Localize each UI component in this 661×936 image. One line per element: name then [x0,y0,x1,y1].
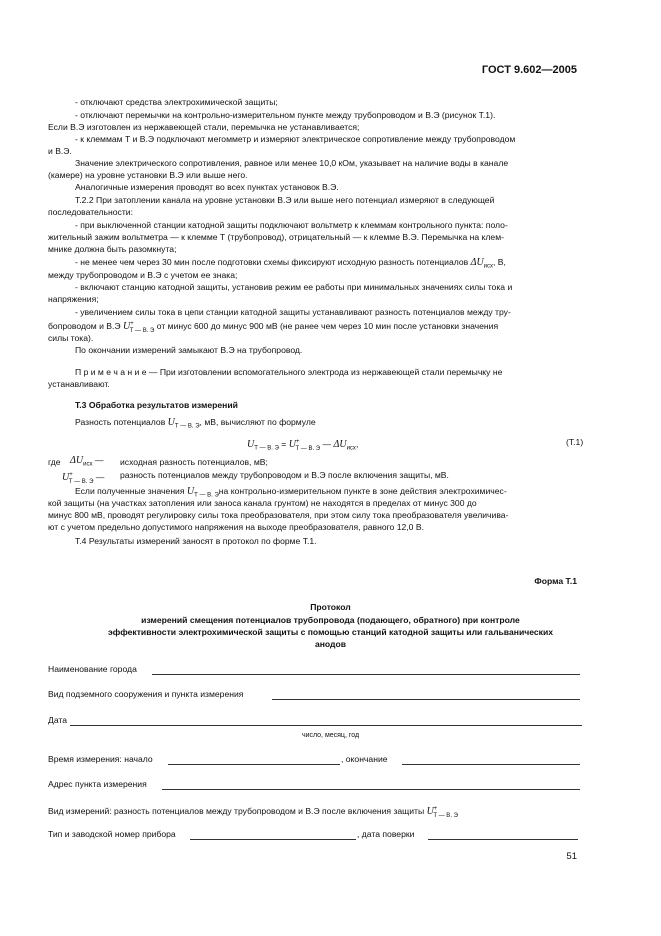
symbol-sub: исх [483,263,494,270]
device-input-line[interactable] [190,839,356,840]
form-title: Протокол [310,602,351,612]
paragraph-line: - отключают перемычки на контрольно-измерительном пункте между трубопроводом и В.Э (рисунок Т.1). [75,110,496,120]
paragraph-line: Разность потенциалов $U_{Т — В. Э}$, мВ, вычисляют по формуле [75,417,316,430]
form-subtitle: анодов [314,639,347,649]
address-input-line[interactable] [162,789,580,790]
paragraph-line: Т.4 Результаты измерений заносят в протокол по форме Т.1. [75,536,317,546]
symbol-delta-u: ΔU [470,257,484,268]
verify-date-input-line[interactable] [428,839,578,840]
paragraph-line: - отключают средства электрохимической защиты; [75,97,278,107]
definition-label: где [48,457,61,467]
note-line: П р и м е ч а н и е — При изготовлении вспомогательного электрода из нержавеющей стали перемычку не [75,367,503,377]
form-field-label: Вид измерений: разность потенциалов между трубопроводом и В.Э после включения защиты $U^+_{Т — В. Э}$ [48,805,458,819]
page-number: 51 [566,851,577,862]
paragraph-line: - включают станцию катодной защиты, установив режим ее работы при минимальных значениях силы тока и [75,282,513,292]
formula: $U_{Т — В. Э} = U^+_{Т — В. Э}$ — $\Delta U_{исх}$, [247,438,359,452]
paragraph-line: Если полученные значения $U_{Т — В. Э}на$ контрольно-измерительном пункте в зоне действия электрохимичес- [75,486,507,499]
paragraph-line: жительный зажим вольтметра — к клемме Т (трубопровод), отрицательный — к клемме В.Э. Перемычка на клем- [48,232,504,242]
paragraph-line: - не менее чем через 30 мин после подготовки схемы фиксируют исходную разность потенциалов $\Delta U_{исх}$, В, [75,257,506,270]
definition-text: исходная разность потенциалов, мВ; [120,457,268,467]
paragraph-line: Аналогичные измерения проводят во всех пунктах установок В.Э. [75,182,339,192]
paragraph-line: ют с учетом предельно допустимого напряжения на выходе преобразователя, равного 12,0 В. [48,522,424,532]
paragraph-line: кой защиты (на участках затопления или заноса канала грунтом) не находятся в пределах от минус 300 до [48,498,477,508]
form-subtitle: измерений смещения потенциалов трубопровода (подающего, обратного) при контроле [141,615,520,625]
paragraph-line: напряжения; [48,294,99,304]
definition-symbol: $\Delta U_{исх}$ — [70,455,104,468]
paragraph-line: (камере) на уровне установки В.Э или выше него. [48,170,248,180]
form-field-label: Тип и заводской номер прибора [48,829,176,839]
form-field-label: , дата поверки [357,829,415,839]
formula-number: (Т.1) [566,437,584,447]
form-field-label: , окончание [341,754,388,764]
form-field-label: Вид подземного сооружения и пункта измерения [48,689,244,699]
paragraph-line: - к клеммам Т и В.Э подключают мегомметр и измеряют электрическое сопротивление между трубопроводом [75,134,516,144]
definition-symbol: $U^+_{Т — В. Э}$ — [62,471,105,485]
paragraph-line: - увеличением силы тока в цепи станции катодной защиты устанавливают разность потенциалов между тру- [75,307,511,317]
structure-input-line[interactable] [272,699,580,700]
paragraph-line: между трубопроводом и В.Э с учетом ее знака; [48,270,238,280]
form-label: Форма Т.1 [534,576,577,586]
time-start-input-line[interactable] [168,764,340,765]
paragraph-line: бопроводом и В.Э $U^+_{Т — В. Э}$ от минус 600 до минус 900 мВ (не ранее чем через 10 мин после установки значения [48,320,499,334]
city-input-line[interactable] [152,674,580,675]
form-subtitle: эффективности электрохимической защиты с помощью станций катодной защиты или гальванических [107,627,554,637]
paragraph-line: последовательности: [48,207,133,217]
form-field-label: Адрес пункта измерения [48,779,147,789]
paragraph-line: минус 800 мВ, проводят регулировку силы тока преобразователя, при этом силу тока преобразователя увеличива- [48,510,509,520]
time-end-input-line[interactable] [402,764,580,765]
paragraph-line: - при выключенной станции катодной защиты подключают вольтметр к клеммам контрольного пункта: поло- [75,220,508,230]
definition-text: разность потенциалов между трубопроводом и В.Э после включения защиты, мВ. [120,470,449,480]
section-heading: Т.3 Обработка результатов измерений [75,400,238,410]
paragraph-line: Значение электрического сопротивления, равное или менее 10,0 кОм, указывает на наличие воды в канале [75,158,509,168]
form-field-label: Дата [48,715,68,725]
paragraph-line: Т.2.2 При затоплении канала на уровне установки В.Э или выше него потенциал измеряют в следующей [75,195,495,205]
date-hint: число, месяц, год [301,732,360,739]
paragraph-line: и В.Э. [48,146,72,156]
date-input-line[interactable] [70,725,582,726]
document-header: ГОСТ 9.602—2005 [481,64,577,76]
paragraph-line: По окончании измерений замыкают В.Э на трубопровод. [75,345,303,355]
paragraph-line: Если В.Э изготовлен из нержавеющей стали, перемычка не устанавливается; [48,122,360,132]
paragraph-line: силы тока). [48,333,94,343]
paragraph-line: мнике должна быть разомкнута; [48,244,177,254]
form-field-label: Наименование города [48,664,137,674]
form-field-label: Время измерения: начало [48,754,153,764]
note-line: устанавливают. [48,379,110,389]
symbol-u-plus: U [122,320,131,332]
